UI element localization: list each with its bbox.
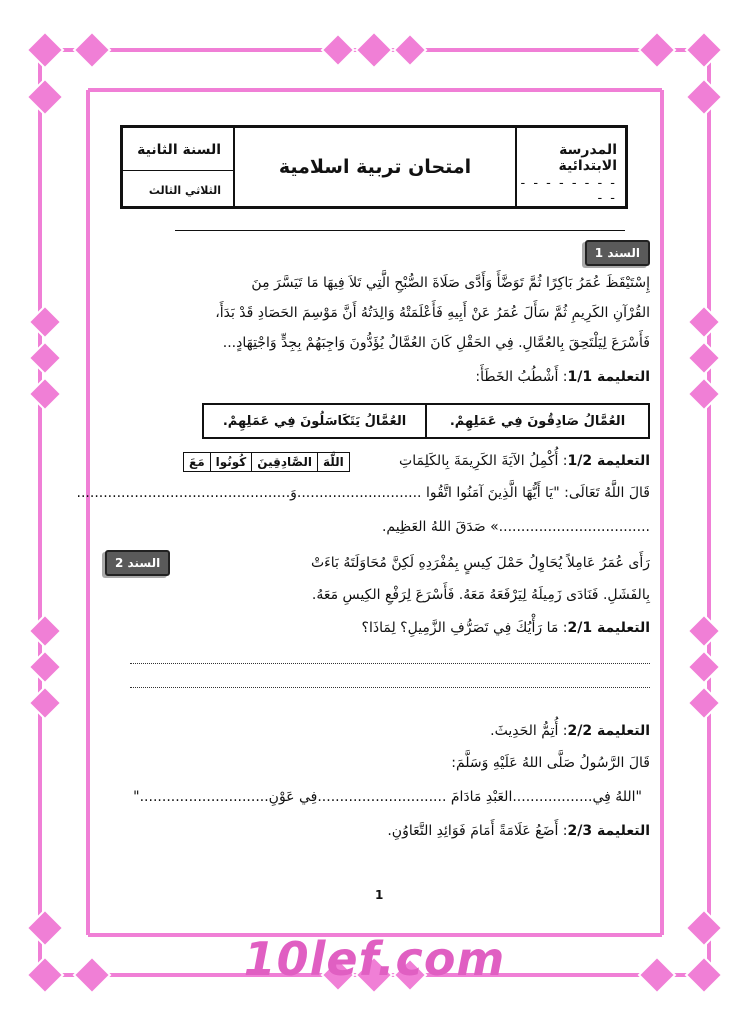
hadith-intro: قَالَ الرَّسُولُ صَلَّى اللهُ عَلَيْهِ وَسَلَّمَ: <box>451 755 650 771</box>
task-1-2-text: : أُكْمِلُ الآيَةَ الكَرِيمَةَ بِالكَلِمَاتِ <box>399 453 568 469</box>
word-bank-item: كُونُوا <box>210 452 252 472</box>
exam-title: امتحان تربية اسلامية <box>278 156 472 178</box>
page-number: 1 <box>375 888 384 902</box>
answer-line[interactable] <box>130 663 650 664</box>
exam-header <box>120 125 628 209</box>
title-cell <box>233 128 515 206</box>
table-cell[interactable]: العُمَّالُ يَتَكَاسَلُونَ فِي عَمَلِهِمْ. <box>204 405 427 437</box>
task-2-3 <box>387 823 650 839</box>
grade-label: السنة الثانية <box>137 142 221 158</box>
task-1-1-label: التعليمة 1/1 <box>567 369 650 385</box>
task-1-1-text: : أَشْطُبُ الخَطَأَ: <box>475 369 568 385</box>
section1-badge: السند 1 <box>585 240 650 266</box>
task-2-1-label: التعليمة 2/1 <box>567 620 650 636</box>
site-watermark: 10lef.com <box>243 932 506 986</box>
task-1-1 <box>475 369 650 385</box>
verse-start[interactable]: قَالَ اللَّهُ تَعَالَى: "يَا أَيُّهَا الَّذِينَ آمَنُوا اتَّقُوا ............................وَ................................................ <box>76 485 650 501</box>
task-2-3-label: التعليمة 2/3 <box>567 823 650 839</box>
section1-line-1: إِسْتَيْقَظَ عُمَرُ بَاكِرًا ثُمَّ تَوَضَّأَ وَأَدَّى صَلَاةَ الصُّبْحِ الَّتِي تَلاَ فِيهَا مَا تَيَسَّرَ مِنَ <box>251 275 650 291</box>
grade-cell <box>123 128 233 206</box>
task-1-2-label: التعليمة 1/2 <box>567 453 650 469</box>
header-divider <box>123 170 233 171</box>
task-1-2 <box>399 453 650 469</box>
hadith-blank[interactable]: "اللهُ فِي..................العَبْدِ مَادَامَ .............................فِي عَوْنِ............................." <box>133 789 642 805</box>
section2-badge: السند 2 <box>105 550 170 576</box>
verse-end[interactable]: ..................................» صَدَقَ اللهُ العَظِيم. <box>381 519 650 535</box>
task-2-2-label: التعليمة 2/2 <box>567 723 650 739</box>
word-bank-item: الصَّادِقِينَ <box>251 452 317 472</box>
task-2-2-text: : أُتِمُّ الحَدِيثَ. <box>490 723 568 739</box>
word-bank <box>183 452 350 472</box>
term-label: الثلاثي الثالث <box>148 184 221 197</box>
separator-line <box>175 230 625 231</box>
task-2-2 <box>490 723 650 739</box>
table-cell[interactable]: العُمَّالُ صَادِقُونَ فِي عَمَلِهِمْ. <box>449 413 626 429</box>
section1-line-2: القُرْآنِ الكَرِيمِ ثُمَّ سَأَلَ عُمَرُ عَنْ أَبِيهِ فَأَعْلَمَتْهُ وَالِدَتُهُ أَنَّ مَوْسِمَ الحَصَادِ قَدْ بَدَأَ، <box>215 305 650 321</box>
school-blank: - - - - - - - - - - <box>520 176 617 206</box>
answer-line[interactable] <box>130 687 650 688</box>
school-cell <box>515 128 625 206</box>
task-2-3-text: : أَضَعُ عَلَامَةً أَمَامَ فَوَائِدِ التَّعَاوُنِ. <box>387 823 568 839</box>
strike-table <box>202 403 650 439</box>
word-bank-item: اللَّهَ <box>317 452 350 472</box>
word-bank-item: مَعَ <box>183 452 210 472</box>
task-2-1 <box>362 620 650 636</box>
section2-line-1: رَأَى عُمَرُ عَامِلاً يُحَاوِلُ حَمْلَ كِيسٍ بِمُفْرَدِهِ لَكِنَّ مُحَاوَلَتَهُ بَاءَتْ <box>310 555 650 571</box>
school-name: المدرسة الابتدائية <box>558 142 617 174</box>
exam-sheet <box>76 115 650 915</box>
section1-line-3: فَأَسْرَعَ لِيَلْتَحِقَ بِالعُمَّالِ. فِي الحَقْلِ كَانَ العُمَّالُ يُؤَدُّونَ وَاجِبَهُمْ بِجِدٍّ وَاجْتِهَادٍ... <box>222 335 650 351</box>
task-2-1-text: : مَا رَأْيُكَ فِي تَصَرُّفِ الزَّمِيلِ؟ لِمَاذَا؟ <box>361 620 568 636</box>
section2-line-2: بِالفَشَلِ. فَنَادَى زَمِيلَهُ لِيَرْفَعَهُ مَعَهُ. فَأَسْرَعَ لِرَفْعِ الكِيسِ مَعَهُ. <box>311 587 650 603</box>
